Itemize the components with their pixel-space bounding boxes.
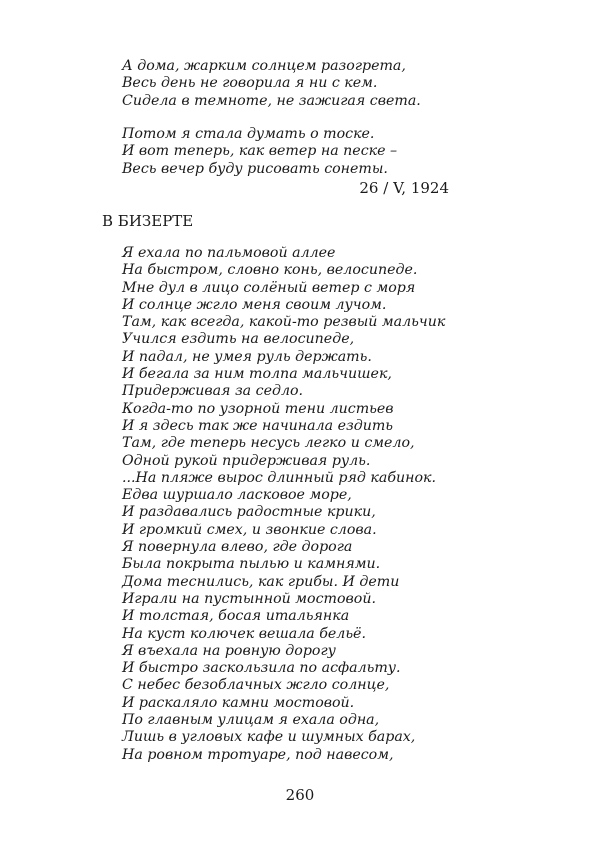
verse-line: И быстро заскользила по асфальту. [122, 660, 401, 677]
verse-line: И я здесь так же начинала ездить [122, 417, 394, 434]
verse-line: И бегала за ним толпа мальчишек, [122, 366, 392, 383]
poem-date: 26 / V, 1924 [359, 179, 449, 197]
poem-2-body [122, 245, 445, 764]
page-number: 260 [285, 786, 315, 804]
verse-line: И толстая, босая итальянка [122, 608, 350, 625]
verse-line: Сидела в темноте, не зажигая света. [122, 92, 421, 109]
poem-1-stanza-2 [122, 126, 397, 178]
verse-line: Когда-то по узорной тени листьев [122, 400, 394, 417]
verse-line: Учился ездить на велосипеде, [122, 331, 355, 348]
verse-line: И громкий смех, и звонкие слова. [122, 521, 377, 538]
verse-line: Была покрыта пылью и камнями. [122, 556, 381, 573]
verse-line: И раздавались радостные крики, [122, 504, 376, 521]
verse-line: На ровном тротуаре, под навесом, [122, 746, 394, 763]
verse-line: Я ехала по пальмовой аллее [122, 245, 336, 261]
verse-line: Лишь в угловых кафе и шумных барах, [122, 729, 416, 746]
verse-line: Потом я стала думать о тоске. [122, 126, 375, 142]
verse-line: На быстром, словно конь, велосипеде. [122, 262, 418, 279]
verse-line: Придерживая за седло. [122, 383, 304, 400]
verse-line: И раскаляло камни мостовой. [122, 694, 355, 711]
verse-line: Едва шуршало ласковое море, [122, 487, 352, 504]
verse-line: Там, как всегда, какой-то резвый мальчик [122, 314, 446, 331]
verse-line: Играли на пустынной мостовой. [122, 590, 376, 607]
verse-line: Дома теснились, как грибы. И дети [122, 573, 400, 590]
verse-line: Одной рукой придерживая руль. [122, 452, 371, 469]
verse-line: Я повернула влево, где дорога [122, 539, 353, 556]
verse-line: Весь вечер буду рисовать сонеты. [122, 160, 388, 177]
verse-line: Мне дул в лицо солёный ветер с моря [122, 279, 416, 296]
verse-line: А дома, жарким солнцем разогрета, [122, 58, 406, 74]
verse-line: По главным улицам я ехала одна, [122, 712, 380, 729]
verse-line: Весь день не говорила я ни с кем. [122, 75, 378, 92]
verse-line: И вот теперь, как ветер на песке – [122, 143, 398, 160]
poem-title: В БИЗЕРТЕ [102, 212, 194, 230]
verse-line: С небес безоблачных жгло солнце, [122, 677, 390, 694]
verse-line: Там, где теперь несусь легко и смело, [122, 435, 415, 452]
poem-1-stanza-1 [122, 58, 421, 110]
verse-line: И солнце жгло меня своим лучом. [122, 296, 387, 313]
verse-line: На куст колючек вешала бельё. [122, 625, 366, 642]
verse-line: ...На пляже вырос длинный ряд кабинок. [122, 469, 436, 486]
verse-line: Я въехала на ровную дорогу [122, 642, 336, 659]
verse-line: И падал, не умея руль держать. [122, 348, 372, 365]
